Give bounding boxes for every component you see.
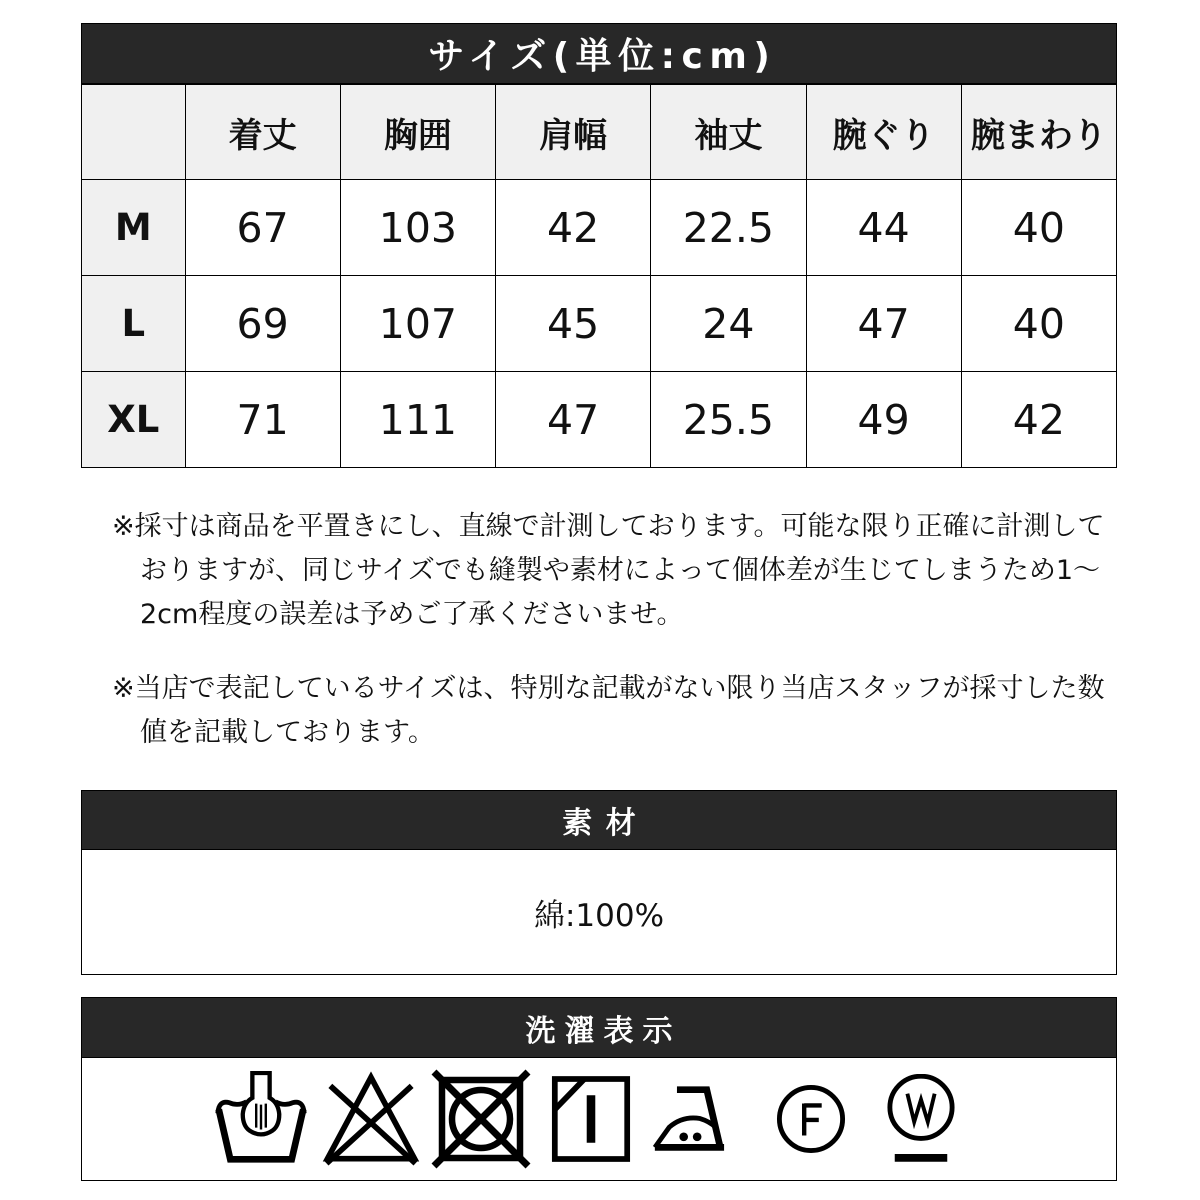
hand-wash-icon	[213, 1071, 309, 1167]
size-value-cell: 47	[496, 372, 651, 468]
product-info-sheet	[81, 23, 1117, 1181]
laundry-symbol	[646, 1082, 756, 1157]
laundry-symbol	[756, 1084, 866, 1154]
size-value-cell: 25.5	[651, 372, 806, 468]
row-label-m: M	[82, 180, 186, 276]
laundry-section	[81, 997, 1117, 1181]
material-section	[81, 790, 1117, 975]
laundry-title: 洗濯表示	[525, 1013, 682, 1049]
col-header-arm-circumference: 腕まわり	[961, 85, 1116, 180]
wet-clean-w-icon	[886, 1074, 956, 1164]
size-value-cell: 67	[185, 180, 340, 276]
laundry-symbol	[536, 1075, 646, 1163]
laundry-symbol	[206, 1071, 316, 1167]
size-value-cell: 45	[496, 276, 651, 372]
laundry-icons-box	[81, 1058, 1117, 1181]
do-not-bleach-icon	[319, 1071, 423, 1167]
material-title: 素材	[562, 806, 650, 841]
size-row-l	[82, 276, 1117, 372]
col-header-sleeve-length: 袖丈	[651, 85, 806, 180]
row-label-xl: XL	[82, 372, 186, 468]
material-box	[81, 850, 1117, 975]
size-value-cell: 49	[806, 372, 961, 468]
measurement-note: ※採寸は商品を平置きにし、直線で計測しております。可能な限り正確に計測しておりますが、同じサイズでも縫製や素材によって個体差が生じてしまうため1〜2cm程度の誤差は予めご了承くださいませ。	[112, 511, 1105, 630]
dry-clean-petroleum-f-icon	[776, 1084, 846, 1154]
size-chart-title: サイズ(単位:cm)	[428, 36, 777, 77]
size-value-cell: 22.5	[651, 180, 806, 276]
size-value-cell: 107	[340, 276, 495, 372]
size-value-cell: 42	[961, 372, 1116, 468]
laundry-symbol	[426, 1069, 536, 1169]
size-table	[81, 84, 1117, 468]
size-value-cell: 44	[806, 180, 961, 276]
size-chart-section	[81, 23, 1117, 468]
col-header-armhole: 腕ぐり	[806, 85, 961, 180]
size-row-m	[82, 180, 1117, 276]
corner-cell	[82, 85, 186, 180]
size-value-cell: 103	[340, 180, 495, 276]
size-value-cell: 111	[340, 372, 495, 468]
size-chart-title-bar	[81, 23, 1117, 84]
size-value-cell: 24	[651, 276, 806, 372]
col-header-body-length: 着丈	[185, 85, 340, 180]
size-value-cell: 40	[961, 180, 1116, 276]
col-header-chest: 胸囲	[340, 85, 495, 180]
size-table-header-row	[82, 85, 1117, 180]
material-title-bar	[81, 790, 1117, 850]
do-not-tumble-dry-icon	[431, 1069, 531, 1169]
size-row-xl	[82, 372, 1117, 468]
shade-line-dry-icon	[551, 1075, 631, 1163]
size-value-cell: 47	[806, 276, 961, 372]
laundry-symbol	[866, 1074, 976, 1164]
size-value-cell: 71	[185, 372, 340, 468]
size-value-cell: 42	[496, 180, 651, 276]
sizing-note: ※当店で表記しているサイズは、特別な記載がない限り当店スタッフが採寸した数値を記載しております。	[112, 673, 1105, 748]
row-label-l: L	[82, 276, 186, 372]
iron-medium-heat-icon	[651, 1082, 751, 1157]
size-value-cell: 40	[961, 276, 1116, 372]
size-value-cell: 69	[185, 276, 340, 372]
col-header-shoulder-width: 肩幅	[496, 85, 651, 180]
material-value: 綿:100%	[533, 897, 665, 934]
laundry-title-bar	[81, 997, 1117, 1058]
laundry-symbol	[316, 1071, 426, 1167]
